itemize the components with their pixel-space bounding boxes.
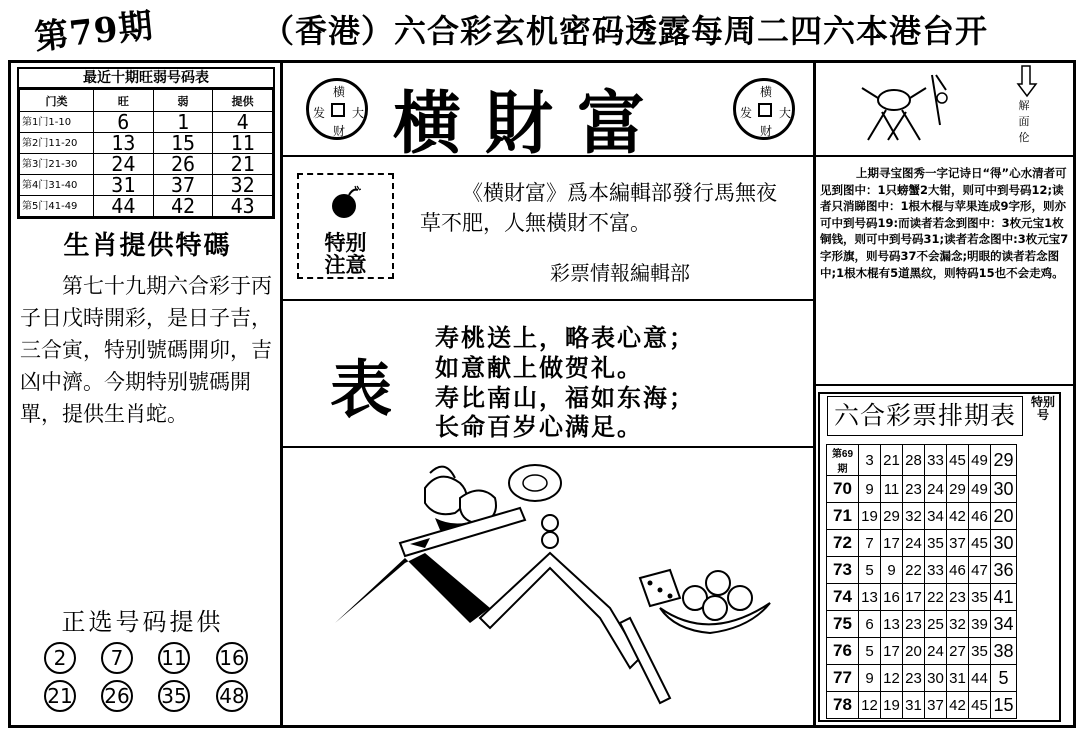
pick-number: 21 (44, 680, 76, 712)
table-cell: 11 (213, 133, 273, 154)
number-cell: 9 (859, 665, 881, 692)
table-cell: 43 (213, 196, 273, 217)
period-cell: 76 (827, 638, 859, 665)
special-number-cell: 30 (991, 476, 1017, 503)
row-label: 第1门1-10 (20, 112, 94, 133)
coin-char: 大 (779, 106, 792, 120)
table-cell: 6 (94, 112, 154, 133)
special-number-cell: 41 (991, 584, 1017, 611)
number-cell: 42 (947, 692, 969, 719)
coin-char: 发 (313, 106, 326, 120)
pick-number: 35 (158, 680, 190, 712)
period-cell: 72 (827, 530, 859, 557)
row-label: 第4门31-40 (20, 175, 94, 196)
column-header: 旺 (94, 90, 154, 112)
number-cell: 49 (969, 476, 991, 503)
special-number-cell: 29 (991, 445, 1017, 476)
number-cell: 22 (925, 584, 947, 611)
number-cell: 17 (881, 530, 903, 557)
number-cell: 20 (903, 638, 925, 665)
number-cell: 29 (881, 503, 903, 530)
number-cell: 37 (947, 530, 969, 557)
bomb-icon (331, 184, 361, 220)
period-cell: 71 (827, 503, 859, 530)
number-cell: 45 (947, 445, 969, 476)
number-cell: 42 (947, 503, 969, 530)
picks-title: 正选号码提供 (61, 608, 224, 636)
number-cell: 13 (859, 584, 881, 611)
number-cell: 33 (925, 445, 947, 476)
number-cell: 21 (881, 445, 903, 476)
number-cell: 25 (925, 611, 947, 638)
table-row (827, 476, 1017, 503)
number-cell: 17 (881, 638, 903, 665)
period-cell: 77 (827, 665, 859, 692)
number-cell: 3 (859, 445, 881, 476)
table-row (20, 175, 273, 196)
coin-left (306, 78, 368, 140)
column-header: 门类 (20, 90, 94, 112)
period-cell: 78 (827, 692, 859, 719)
number-cell: 24 (925, 476, 947, 503)
period-cell: 75 (827, 611, 859, 638)
number-cell: 11 (881, 476, 903, 503)
coin-char: 大 (352, 106, 365, 120)
number-cell: 7 (859, 530, 881, 557)
poem-line: 寿桃送上，略表心意； (435, 324, 695, 352)
notice-signature: 彩票情報編輯部 (550, 261, 690, 285)
period-cell: 73 (827, 557, 859, 584)
table-cell: 13 (94, 133, 154, 154)
table-cell: 26 (153, 154, 213, 175)
number-cell: 9 (881, 557, 903, 584)
coin-right (733, 78, 795, 140)
number-cell: 37 (925, 692, 947, 719)
poem-line: 如意献上做贺礼。 (435, 354, 643, 382)
divider-hint (816, 155, 1074, 157)
number-cell: 23 (903, 611, 925, 638)
hot-cold-table (17, 67, 275, 219)
table-cell: 15 (153, 133, 213, 154)
number-cell: 9 (859, 476, 881, 503)
dice-icon (640, 570, 680, 606)
row-label: 第2门11-20 (20, 133, 94, 154)
table-cell: 4 (213, 112, 273, 133)
schedule-title: 六合彩票排期表 (827, 396, 1023, 436)
coin-char: 横 (760, 85, 773, 99)
table-cell: 31 (94, 175, 154, 196)
special-number-cell: 15 (991, 692, 1017, 719)
special-number-label: 特别号 (1030, 395, 1055, 422)
number-cell: 32 (903, 503, 925, 530)
column-header: 提供 (213, 90, 273, 112)
pointing-hand-icon (1016, 64, 1038, 98)
table-row (827, 530, 1017, 557)
notice-label-line: 特别 (324, 231, 367, 255)
number-cell: 39 (969, 611, 991, 638)
number-cell: 19 (859, 503, 881, 530)
table-row (20, 133, 273, 154)
number-cell: 23 (903, 665, 925, 692)
number-cell: 29 (947, 476, 969, 503)
special-number-cell: 34 (991, 611, 1017, 638)
fruit-bowl-icon (660, 571, 770, 633)
table-row (827, 557, 1017, 584)
table-cell: 1 (153, 112, 213, 133)
poem-line: 长命百岁心满足。 (435, 413, 643, 441)
number-cell: 27 (947, 638, 969, 665)
number-cell: 23 (947, 584, 969, 611)
number-cell: 12 (881, 665, 903, 692)
number-cell: 17 (903, 584, 925, 611)
number-cell: 6 (859, 611, 881, 638)
table-row (827, 445, 1017, 476)
row-label: 第3门21-30 (20, 154, 94, 175)
number-cell: 30 (925, 665, 947, 692)
number-cell: 5 (859, 557, 881, 584)
special-number-cell: 20 (991, 503, 1017, 530)
number-cell: 24 (903, 530, 925, 557)
divider-notice (283, 299, 813, 301)
number-cell: 44 (969, 665, 991, 692)
hot-cold-table-title: 最近十期旺弱号码表 (19, 69, 273, 89)
table-row (827, 692, 1017, 719)
notice-text: 《横財富》爲本編輯部發行馬無夜草不肥，人無橫財不富。 (420, 181, 777, 235)
pick-number: 48 (216, 680, 248, 712)
notice-label-line: 注意 (324, 253, 367, 277)
pick-number: 2 (44, 642, 76, 674)
period-cell: 74 (827, 584, 859, 611)
special-number-cell: 36 (991, 557, 1017, 584)
crab-icon (858, 70, 950, 150)
table-row (20, 154, 273, 175)
special-number-cell: 38 (991, 638, 1017, 665)
period-cell: 70 (827, 476, 859, 503)
table-row (827, 503, 1017, 530)
table-cell: 21 (213, 154, 273, 175)
pick-number: 16 (216, 642, 248, 674)
table-row (827, 584, 1017, 611)
number-cell: 5 (859, 638, 881, 665)
coin-char: 发 (740, 106, 753, 120)
hint-text: 上期寻宝图秀一字记诗日“得”心水清者可见到图中：1只螃蟹2大钳，则可中到号码12;读者只消睇图中：1根木棍与苹果连成9字形，则亦可中到号码19:而读者若念到图中：3枚元宝1枚铜钱，则可中到号码31;读者若念图中:3枚元宝7字形旗，则号码37不会漏念;明眼的读者若念图中;1根木棍有5道黑纹，则特码15也不会走鸡。 (820, 166, 1069, 280)
number-cell: 46 (969, 503, 991, 530)
number-cell: 47 (969, 557, 991, 584)
table-row (827, 665, 1017, 692)
table-row (20, 196, 273, 217)
coin-char: 财 (333, 124, 346, 138)
column-header: 弱 (153, 90, 213, 112)
zodiac-title: 生肖提供特碼 (63, 231, 232, 261)
number-cell: 31 (947, 665, 969, 692)
table-header-row (20, 90, 273, 112)
number-cell: 35 (969, 584, 991, 611)
number-cell: 45 (969, 692, 991, 719)
table-cell: 42 (153, 196, 213, 217)
special-number-cell: 5 (991, 665, 1017, 692)
schedule-table (826, 444, 1017, 719)
table-cell: 37 (153, 175, 213, 196)
number-cell: 34 (925, 503, 947, 530)
issue-number: 第79期 (32, 5, 156, 59)
table-cell: 44 (94, 196, 154, 217)
number-cell: 23 (903, 476, 925, 503)
poem-line: 寿比南山，福如东海； (435, 384, 695, 412)
pick-number: 11 (158, 642, 190, 674)
hint-label: 解面伦 (1018, 99, 1030, 144)
number-cell: 24 (925, 638, 947, 665)
number-cell: 28 (903, 445, 925, 476)
notice-label (297, 232, 394, 276)
number-cell: 35 (925, 530, 947, 557)
divider-poem (283, 446, 813, 448)
number-cell: 32 (947, 611, 969, 638)
number-cell: 19 (881, 692, 903, 719)
number-cell: 49 (969, 445, 991, 476)
table-cell: 32 (213, 175, 273, 196)
special-number-cell: 30 (991, 530, 1017, 557)
row-label: 第5门41-49 (20, 196, 94, 217)
poem-character: 表 (330, 353, 393, 426)
coin-char: 财 (760, 124, 773, 138)
divider-left (280, 60, 283, 728)
zodiac-text: 第七十九期六合彩于丙子日戊時開彩，是日子吉，三合寅，特别號碼開卯，吉凶中濟。今期特别號碼開單，提供生肖蛇。 (20, 274, 272, 426)
number-cell: 35 (969, 638, 991, 665)
number-cell: 13 (881, 611, 903, 638)
pick-number: 26 (101, 680, 133, 712)
period-cell: 第69期 (827, 445, 859, 476)
number-cell: 33 (925, 557, 947, 584)
coin-char: 横 (333, 85, 346, 99)
divider-schedule (816, 384, 1074, 386)
treasure-illustration (330, 458, 780, 720)
table-row (827, 611, 1017, 638)
paper-title: 横財富 (393, 84, 670, 164)
number-cell: 16 (881, 584, 903, 611)
divider-right (813, 60, 816, 728)
number-cell: 22 (903, 557, 925, 584)
number-cell: 31 (903, 692, 925, 719)
pick-number: 7 (101, 642, 133, 674)
table-row (827, 638, 1017, 665)
table-row (20, 112, 273, 133)
number-cell: 46 (947, 557, 969, 584)
page-headline: （香港）六合彩玄机密码透露每周二四六本港台开 (262, 12, 989, 50)
table-cell: 24 (94, 154, 154, 175)
number-cell: 45 (969, 530, 991, 557)
number-cell: 12 (859, 692, 881, 719)
